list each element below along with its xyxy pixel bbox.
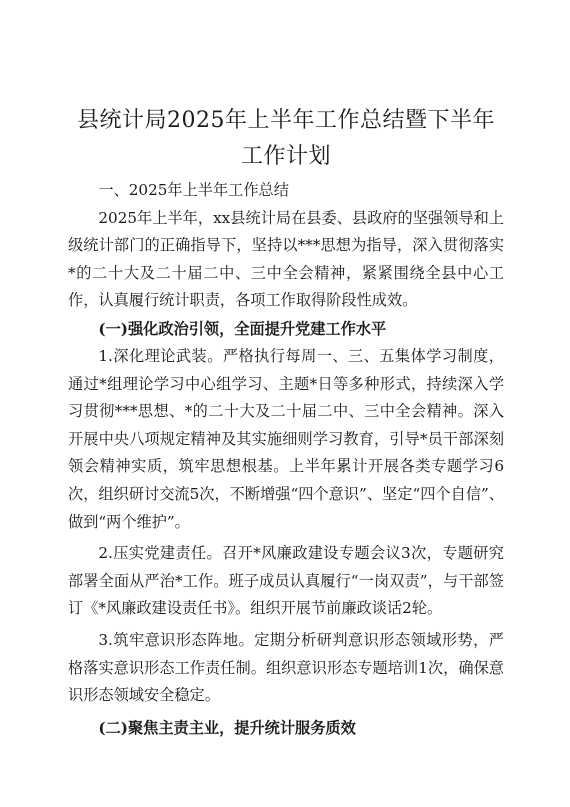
intro-paragraph: 2025年上半年，xx县统计局在县委、县政府的坚强领导和上级统计部门的正确指导下，坚持以***思想为指导，深入贯彻落实*的二十大及二十届二中、三中全会精神，紧紧围绕全县中心工作，认真履行统计职责，各项工作取得阶段性成效。 bbox=[68, 208, 504, 310]
item-3-paragraph: 3.筑牢意识形态阵地。定期分析研判意识形态领域形势，严格落实意识形态工作责任制。组织意识形态专题培训1次，确保意识形态领域安全稳定。 bbox=[68, 630, 504, 705]
item-2-paragraph: 2.压实党建责任。召开*风廉政建设专题会议3次，专题研究部署全面从严治*工作。班子成员认真履行“一岗双责”，与干部签订《*风廉政建设责任书》。组织开展节前廉政谈话2轮。 bbox=[68, 544, 504, 618]
document-body bbox=[68, 103, 504, 742]
section-1-heading: 一、2025年上半年工作总结 bbox=[98, 181, 289, 199]
subsection-2-heading: (二)聚焦主责主业，提升统计服务质效 bbox=[98, 718, 356, 737]
subsection-1-heading: (一)强化政治引领，全面提升党建工作水平 bbox=[98, 319, 387, 338]
document-title: 县统计局2025年上半年工作总结暨下半年工作计划 bbox=[77, 108, 495, 169]
item-1-paragraph: 1.深化理论武装。严格执行每周一、三、五集体学习制度，通过*组理论学习中心组学习、主题*日等多种形式，持续深入学习贯彻***思想、*的二十大及二十届二中、三中全会精神。深入开展中央八项规定精神及其实施细则学习教育，引导*员干部深刻领会精神实质，筑牢思想根基。上半年累计开展各类专题学习6次，组织研讨交流5次，不断增强“四个意识”、坚定“四个自信”、做到“两个维护”。 bbox=[68, 346, 504, 531]
